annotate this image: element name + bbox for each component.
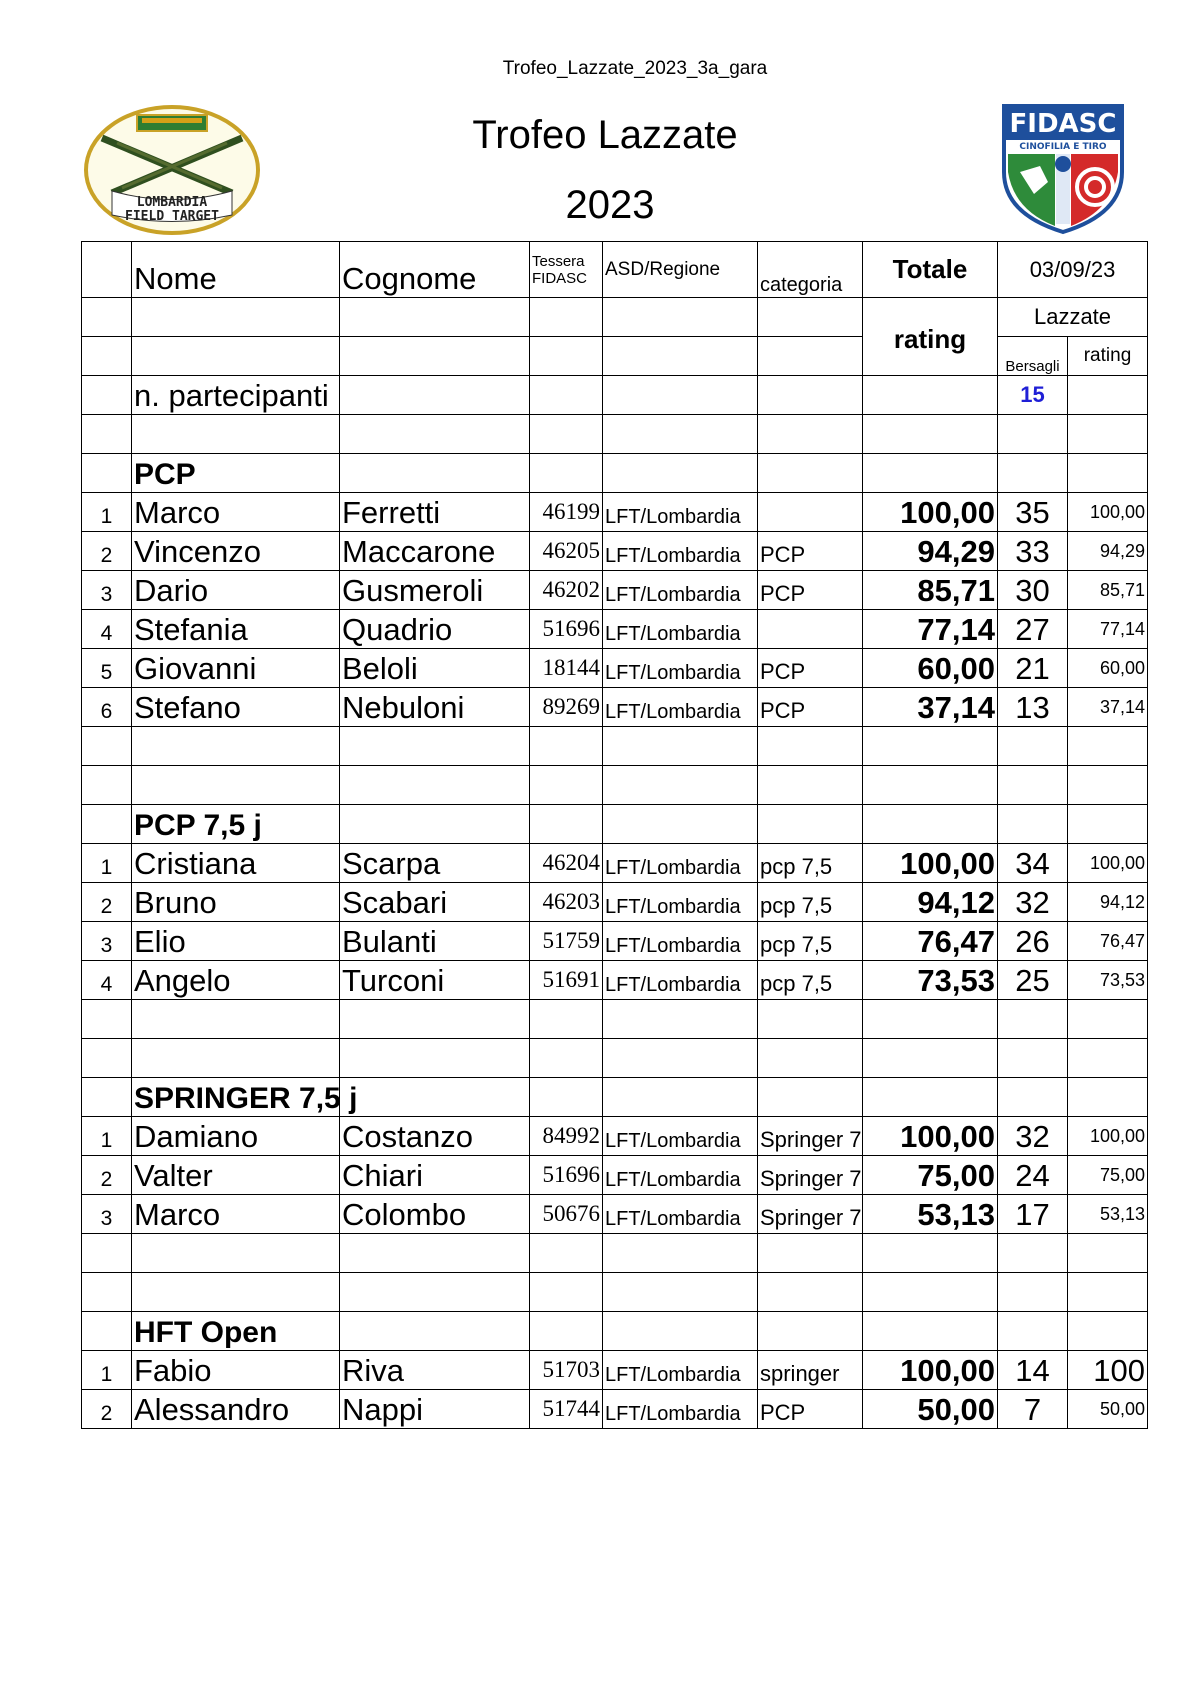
categoria-cell: pcp 7,5	[758, 844, 863, 883]
totale-cell: 100,00	[863, 844, 998, 883]
section-empty-cell	[603, 1312, 758, 1351]
section-empty-cell	[530, 805, 603, 844]
bersagli-cell: 7	[998, 1390, 1068, 1429]
nome-cell: Damiano	[132, 1117, 340, 1156]
section-empty-cell	[863, 454, 998, 493]
position-cell: 3	[82, 922, 132, 961]
categoria-cell: PCP	[758, 649, 863, 688]
nome-cell: Vincenzo	[132, 532, 340, 571]
tessera-cell: 51696	[530, 1156, 603, 1195]
section-spacer	[82, 805, 132, 844]
header-tessera: Tessera FIDASC	[530, 242, 603, 298]
rating-cell: 100	[1068, 1351, 1148, 1390]
nome-cell: Stefania	[132, 610, 340, 649]
position-cell: 2	[82, 1156, 132, 1195]
nome-cell: Alessandro	[132, 1390, 340, 1429]
section-empty-cell	[863, 1312, 998, 1351]
rating-cell: 94,29	[1068, 532, 1148, 571]
section-empty-cell	[603, 454, 758, 493]
bersagli-cell: 27	[998, 610, 1068, 649]
section-empty-cell	[998, 454, 1068, 493]
categoria-cell: PCP	[758, 571, 863, 610]
nome-cell: Stefano	[132, 688, 340, 727]
asd-cell: LFT/Lombardia	[603, 610, 758, 649]
rating-cell: 60,00	[1068, 649, 1148, 688]
bersagli-cell: 35	[998, 493, 1068, 532]
table-row	[82, 649, 1148, 688]
table-row	[82, 883, 1148, 922]
section-empty-cell	[340, 805, 530, 844]
asd-cell: LFT/Lombardia	[603, 844, 758, 883]
tessera-cell: 50676	[530, 1195, 603, 1234]
nome-cell: Valter	[132, 1156, 340, 1195]
cognome-cell: Colombo	[340, 1195, 530, 1234]
empty-row	[82, 1273, 1148, 1312]
table-row	[82, 1117, 1148, 1156]
totale-cell: 94,12	[863, 883, 998, 922]
cognome-cell: Quadrio	[340, 610, 530, 649]
section-empty-cell	[758, 454, 863, 493]
totale-cell: 50,00	[863, 1390, 998, 1429]
asd-cell: LFT/Lombardia	[603, 1156, 758, 1195]
participants-count: 15	[998, 376, 1068, 415]
rating-cell: 75,00	[1068, 1156, 1148, 1195]
asd-cell: LFT/Lombardia	[603, 1117, 758, 1156]
nome-cell: Marco	[132, 493, 340, 532]
bersagli-cell: 32	[998, 883, 1068, 922]
section-empty-cell	[758, 1312, 863, 1351]
nome-cell: Elio	[132, 922, 340, 961]
empty-row	[82, 1039, 1148, 1078]
section-title: SPRINGER 7,5 j	[132, 1078, 340, 1117]
table-row	[82, 1351, 1148, 1390]
section-empty-cell	[530, 1078, 603, 1117]
section-empty-cell	[603, 1078, 758, 1117]
rating-cell: 53,13	[1068, 1195, 1148, 1234]
section-empty-cell	[530, 454, 603, 493]
totale-cell: 94,29	[863, 532, 998, 571]
asd-cell: LFT/Lombardia	[603, 883, 758, 922]
cognome-cell: Gusmeroli	[340, 571, 530, 610]
header-row-2	[82, 298, 1148, 337]
header-date: 03/09/23	[998, 242, 1148, 298]
tessera-cell: 46199	[530, 493, 603, 532]
categoria-cell: PCP	[758, 688, 863, 727]
section-empty-cell	[998, 1312, 1068, 1351]
tessera-cell: 89269	[530, 688, 603, 727]
header-cognome: Cognome	[340, 242, 530, 298]
header-categoria: categoria	[758, 242, 863, 298]
tessera-cell: 51759	[530, 922, 603, 961]
position-cell: 1	[82, 844, 132, 883]
asd-cell: LFT/Lombardia	[603, 1351, 758, 1390]
categoria-cell: springer	[758, 1351, 863, 1390]
position-cell: 1	[82, 493, 132, 532]
cognome-cell: Scabari	[340, 883, 530, 922]
header-cell-empty	[82, 242, 132, 298]
rating-cell: 73,53	[1068, 961, 1148, 1000]
tessera-cell: 46205	[530, 532, 603, 571]
section-spacer	[82, 1078, 132, 1117]
asd-cell: LFT/Lombardia	[603, 571, 758, 610]
tessera-cell: 46203	[530, 883, 603, 922]
cognome-cell: Bulanti	[340, 922, 530, 961]
section-empty-cell	[1068, 1078, 1148, 1117]
section-title: HFT Open	[132, 1312, 340, 1351]
table-row	[82, 1156, 1148, 1195]
empty-row	[82, 1000, 1148, 1039]
tessera-cell: 46204	[530, 844, 603, 883]
table-row	[82, 688, 1148, 727]
position-cell: 4	[82, 961, 132, 1000]
totale-cell: 76,47	[863, 922, 998, 961]
header-bersagli: Bersagli	[998, 337, 1068, 376]
section-row	[82, 1078, 1148, 1117]
document-header: Trofeo_Lazzate_2023_3a_gara	[502, 58, 768, 79]
totale-cell: 85,71	[863, 571, 998, 610]
position-cell: 2	[82, 532, 132, 571]
section-row	[82, 1312, 1148, 1351]
categoria-cell: PCP	[758, 532, 863, 571]
totale-cell: 100,00	[863, 1351, 998, 1390]
asd-cell: LFT/Lombardia	[603, 961, 758, 1000]
asd-cell: LFT/Lombardia	[603, 493, 758, 532]
section-empty-cell	[1068, 1312, 1148, 1351]
nome-cell: Cristiana	[132, 844, 340, 883]
section-title: PCP	[132, 454, 340, 493]
title-line-1: Trofeo Lazzate	[472, 113, 738, 157]
lombardia-field-target-logo	[82, 103, 262, 237]
header-asd: ASD/Regione	[603, 242, 758, 298]
nome-cell: Dario	[132, 571, 340, 610]
bersagli-cell: 17	[998, 1195, 1068, 1234]
cognome-cell: Chiari	[340, 1156, 530, 1195]
header-event-rating: rating	[1068, 337, 1148, 376]
categoria-cell: PCP	[758, 1390, 863, 1429]
nome-cell: Bruno	[132, 883, 340, 922]
table-row	[82, 610, 1148, 649]
bersagli-cell: 13	[998, 688, 1068, 727]
tessera-cell: 51696	[530, 610, 603, 649]
section-empty-cell	[1068, 454, 1148, 493]
rating-cell: 100,00	[1068, 1117, 1148, 1156]
position-cell: 2	[82, 883, 132, 922]
fidasc-subtext: CINOFILIA E TIRO	[1019, 142, 1107, 152]
asd-cell: LFT/Lombardia	[603, 1195, 758, 1234]
empty-row	[82, 1234, 1148, 1273]
bersagli-cell: 21	[998, 649, 1068, 688]
cognome-cell: Beloli	[340, 649, 530, 688]
totale-cell: 75,00	[863, 1156, 998, 1195]
section-empty-cell	[530, 1312, 603, 1351]
bersagli-cell: 14	[998, 1351, 1068, 1390]
position-cell: 2	[82, 1390, 132, 1429]
cognome-cell: Ferretti	[340, 493, 530, 532]
bersagli-cell: 33	[998, 532, 1068, 571]
totale-cell: 100,00	[863, 1117, 998, 1156]
tessera-cell: 18144	[530, 649, 603, 688]
tessera-cell: 51691	[530, 961, 603, 1000]
cognome-cell: Turconi	[340, 961, 530, 1000]
fidasc-text: FIDASC	[1009, 109, 1117, 139]
cognome-cell: Maccarone	[340, 532, 530, 571]
rating-cell: 100,00	[1068, 844, 1148, 883]
rating-cell: 85,71	[1068, 571, 1148, 610]
section-empty-cell	[340, 1312, 530, 1351]
categoria-cell: Springer 7	[758, 1156, 863, 1195]
header-rating: rating	[863, 298, 998, 376]
tessera-cell: 46202	[530, 571, 603, 610]
empty-row	[82, 766, 1148, 805]
section-empty-cell	[758, 1078, 863, 1117]
cognome-cell: Nappi	[340, 1390, 530, 1429]
rating-cell: 100,00	[1068, 493, 1148, 532]
section-empty-cell	[998, 1078, 1068, 1117]
nome-cell: Marco	[132, 1195, 340, 1234]
section-spacer	[82, 1312, 132, 1351]
rating-cell: 94,12	[1068, 883, 1148, 922]
section-row	[82, 454, 1148, 493]
header-event: Lazzate	[998, 298, 1148, 337]
asd-cell: LFT/Lombardia	[603, 532, 758, 571]
totale-cell: 60,00	[863, 649, 998, 688]
totale-cell: 37,14	[863, 688, 998, 727]
table-row	[82, 961, 1148, 1000]
asd-cell: LFT/Lombardia	[603, 649, 758, 688]
tessera-cell: 84992	[530, 1117, 603, 1156]
section-empty-cell	[603, 805, 758, 844]
section-title: PCP 7,5 j	[132, 805, 340, 844]
categoria-cell: pcp 7,5	[758, 883, 863, 922]
results-table	[81, 241, 1148, 1429]
section-empty-cell	[340, 1078, 530, 1117]
logo-text-field-target: FIELD TARGET	[125, 209, 219, 224]
totale-cell: 100,00	[863, 493, 998, 532]
table-row	[82, 922, 1148, 961]
fidasc-logo	[1000, 102, 1126, 236]
title-line-2: 2023	[565, 183, 655, 227]
section-empty-cell	[863, 1078, 998, 1117]
table-row	[82, 493, 1148, 532]
table-row	[82, 1195, 1148, 1234]
rating-cell: 77,14	[1068, 610, 1148, 649]
rating-cell: 50,00	[1068, 1390, 1148, 1429]
categoria-cell: Springer 7	[758, 1117, 863, 1156]
section-empty-cell	[1068, 805, 1148, 844]
bersagli-cell: 26	[998, 922, 1068, 961]
position-cell: 3	[82, 571, 132, 610]
position-cell: 5	[82, 649, 132, 688]
section-spacer	[82, 454, 132, 493]
bersagli-cell: 34	[998, 844, 1068, 883]
section-empty-cell	[998, 805, 1068, 844]
bersagli-cell: 30	[998, 571, 1068, 610]
cognome-cell: Riva	[340, 1351, 530, 1390]
categoria-cell: pcp 7,5	[758, 922, 863, 961]
table-row	[82, 844, 1148, 883]
logo-text-lombardia: LOMBARDIA	[136, 195, 208, 210]
section-row	[82, 805, 1148, 844]
categoria-cell	[758, 493, 863, 532]
participants-label: n. partecipanti	[132, 376, 340, 415]
totale-cell: 73,53	[863, 961, 998, 1000]
tessera-cell: 51744	[530, 1390, 603, 1429]
cognome-cell: Scarpa	[340, 844, 530, 883]
table-row	[82, 571, 1148, 610]
table-row	[82, 1390, 1148, 1429]
bersagli-cell: 25	[998, 961, 1068, 1000]
position-cell: 1	[82, 1117, 132, 1156]
participants-row	[82, 376, 1148, 415]
asd-cell: LFT/Lombardia	[603, 1390, 758, 1429]
table-row	[82, 532, 1148, 571]
bersagli-cell: 24	[998, 1156, 1068, 1195]
tessera-cell: 51703	[530, 1351, 603, 1390]
totale-cell: 77,14	[863, 610, 998, 649]
asd-cell: LFT/Lombardia	[603, 688, 758, 727]
position-cell: 6	[82, 688, 132, 727]
totale-cell: 53,13	[863, 1195, 998, 1234]
bersagli-cell: 32	[998, 1117, 1068, 1156]
categoria-cell: pcp 7,5	[758, 961, 863, 1000]
position-cell: 1	[82, 1351, 132, 1390]
rating-cell: 37,14	[1068, 688, 1148, 727]
nome-cell: Fabio	[132, 1351, 340, 1390]
position-cell: 4	[82, 610, 132, 649]
cognome-cell: Costanzo	[340, 1117, 530, 1156]
empty-row	[82, 727, 1148, 766]
nome-cell: Angelo	[132, 961, 340, 1000]
empty-row	[82, 415, 1148, 454]
header-totale: Totale	[863, 242, 998, 298]
header-row	[82, 242, 1148, 298]
position-cell: 3	[82, 1195, 132, 1234]
asd-cell: LFT/Lombardia	[603, 922, 758, 961]
section-empty-cell	[758, 805, 863, 844]
categoria-cell: Springer 7	[758, 1195, 863, 1234]
cognome-cell: Nebuloni	[340, 688, 530, 727]
section-empty-cell	[340, 454, 530, 493]
nome-cell: Giovanni	[132, 649, 340, 688]
rating-cell: 76,47	[1068, 922, 1148, 961]
header-nome: Nome	[132, 242, 340, 298]
categoria-cell	[758, 610, 863, 649]
section-empty-cell	[863, 805, 998, 844]
